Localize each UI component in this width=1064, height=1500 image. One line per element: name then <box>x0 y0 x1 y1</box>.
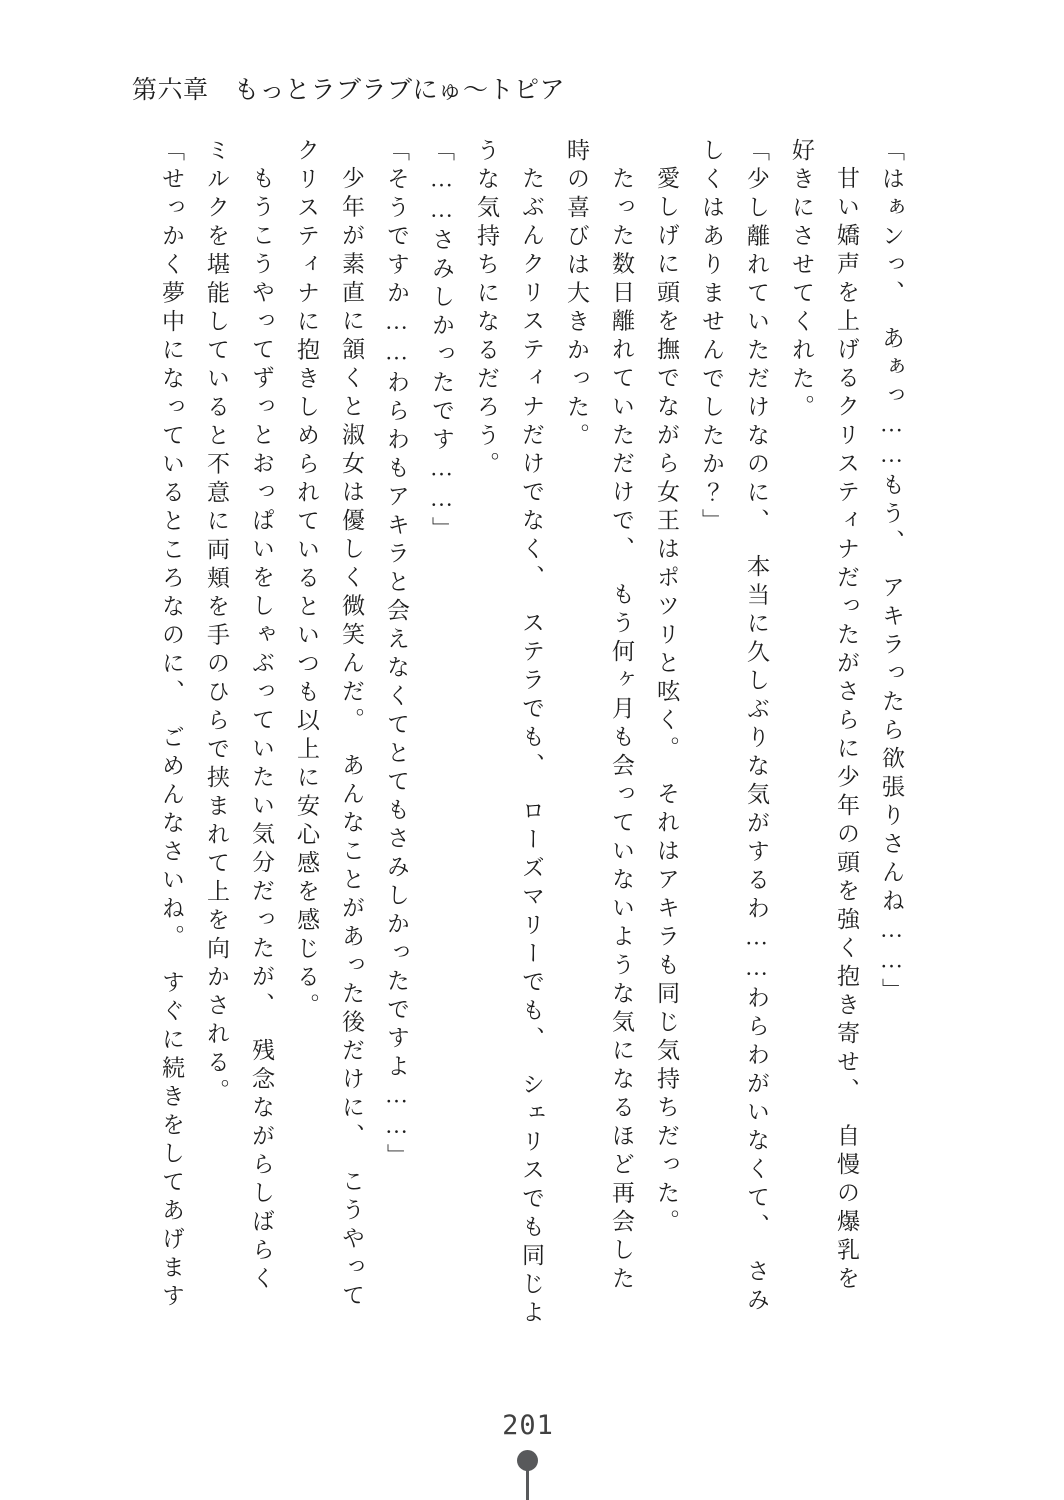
text-column: 「はぁンっ、 あぁっ……もう、 アキラったら欲張りさんね……」 <box>879 138 904 1007</box>
text-column: 少年が素直に頷くと淑女は優しく微笑んだ。 あんなことがあった後だけに、 こうやって <box>339 166 364 1312</box>
text-column: しくはありませんでしたか？」 <box>699 138 724 537</box>
text-column: 「せっかく夢中になっているところなのに、 ごめんなさいね。 すぐに続きをしてあげます <box>159 138 184 1312</box>
page-number: 201 <box>502 1410 554 1441</box>
text-column: うな気持ちになるだろう。 <box>474 138 499 480</box>
text-column: 時の喜びは大きかった。 <box>564 138 589 452</box>
text-column: 好きにさせてくれた。 <box>789 138 814 423</box>
footer-ornament-line <box>526 1468 529 1500</box>
text-column: たぶんクリスティナだけでなく、 ステラでも、 ローズマリーでも、 シェリスでも同じよ <box>519 166 544 1329</box>
body-text <box>149 138 914 1370</box>
text-column: 「そうですか……わらわもアキラと会えなくてとてもさみしかったですよ……」 <box>384 138 409 1172</box>
text-column: 愛しげに頭を撫でながら女王はポツリと呟く。 それはアキラも同じ気持ちだった。 <box>654 166 679 1238</box>
text-column: たった数日離れていただけで、 もう何ヶ月も会っていないような気になるほど再会した <box>609 166 634 1295</box>
text-column: クリスティナに抱きしめられているといつも以上に安心感を感じる。 <box>294 138 319 1022</box>
text-column: もうこうやってずっとおっぱいをしゃぶっていたい気分だったが、 残念ながらしばらく <box>249 166 274 1295</box>
text-column: ミルクを堪能していると不意に両頬を手のひらで挟まれて上を向かされる。 <box>204 138 229 1107</box>
chapter-header: 第六章 もっとラブラブにゅ～トピア <box>132 77 566 104</box>
text-column: 「……さみしかったです……」 <box>429 138 454 545</box>
text-column: 甘い嬌声を上げるクリスティナだったがさらに少年の頭を強く抱き寄せ、 自慢の爆乳を <box>834 166 859 1295</box>
text-column: 「少し離れていただけなのに、 本当に久しぶりな気がするわ……わらわがいなくて、 さみ <box>744 138 769 1316</box>
